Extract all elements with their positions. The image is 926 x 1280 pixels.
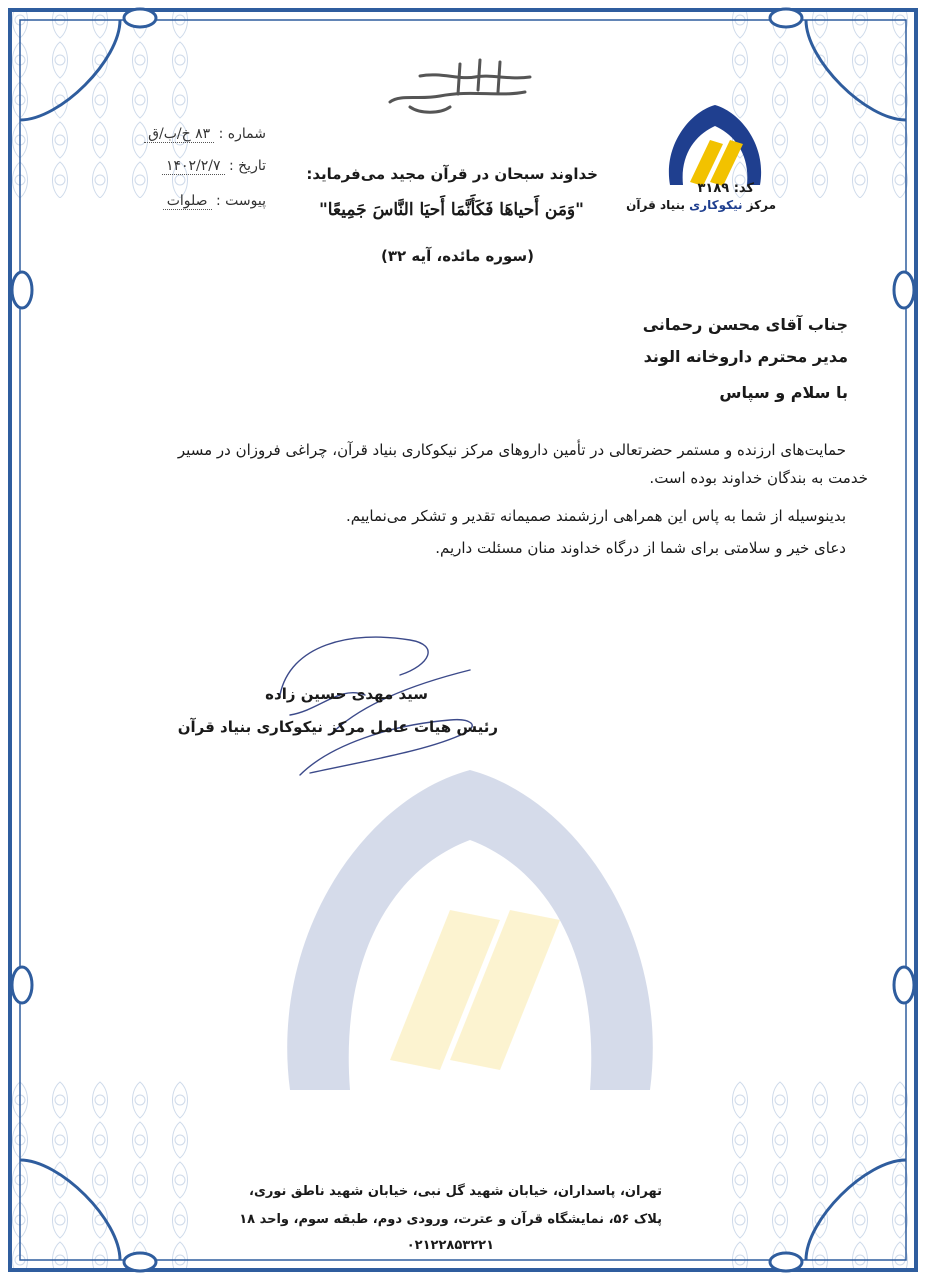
meta-attachment-value: صلوات: [163, 193, 212, 210]
footer-address-2: پلاک ۵۶، نمایشگاه قرآن و عترت، ورودی دوم، طبقه سوم، واحد ۱۸: [239, 1212, 662, 1227]
logo-org-suffix: بنیاد قرآن: [626, 198, 685, 212]
body-line-4: دعای خیر و سلامتی برای شما از درگاه خداوند منان مسئلت داریم.: [435, 539, 846, 557]
recipient-title: مدیر محترم داروخانه الوند: [643, 347, 848, 366]
logo-code: کد: ۳۱۸۹: [697, 181, 754, 196]
signatory-position: رئیس هیات عامل مرکز نیکوکاری بنیاد قرآن: [177, 718, 498, 736]
meta-date-label: تاریخ :: [228, 158, 266, 174]
meta-attachment: [163, 193, 266, 209]
meta-number: [144, 126, 266, 142]
body-line-2: خدمت به بندگان خداوند بوده است.: [649, 469, 868, 487]
verse-intro: خداوند سبحان در قرآن مجید می‌فرماید:: [306, 165, 598, 183]
footer-address-1: تهران، پاسداران، خیابان شهید گل نبی، خیابان شهید ناطق نوری،: [249, 1184, 662, 1199]
logo-org-prefix: مرکز: [746, 198, 776, 212]
meta-number-label: شماره :: [218, 126, 266, 142]
meta-attachment-label: پیوست :: [216, 193, 266, 209]
basmala-calligraphy: [380, 52, 540, 122]
verse-text: "وَمَن أَحياهَا فَکَأَنَّمَا أَحیَا النَّاسَ جَمِیعًا": [318, 200, 584, 220]
body-line-3: بدینوسیله از شما به پاس این همراهی ارزشمند صمیمانه تقدیر و تشکر می‌نماییم.: [345, 507, 846, 525]
recipient-name: جناب آقای محسن رحمانی: [642, 315, 848, 334]
logo-org-highlight: نیکوکاری: [689, 198, 743, 212]
watermark-logo: [250, 760, 690, 1100]
logo-org-name: [626, 198, 776, 212]
meta-date-value: ۱۴۰۲/۲/۷: [162, 158, 225, 175]
signatory-name: سید مهدی حسین زاده: [265, 685, 428, 703]
greeting: با سلام و سپاس: [719, 383, 848, 402]
footer-phone: ۰۲۱۲۲۸۵۳۲۲۱: [406, 1238, 494, 1253]
verse-reference: (سوره مائده، آیه ۳۲): [381, 247, 534, 265]
handwritten-signature: [270, 625, 490, 785]
meta-date: [162, 158, 266, 174]
body-line-1: حمایت‌های ارزنده و مستمر حضرتعالی در تأمین داروهای مرکز نیکوکاری بنیاد قرآن، چراغی فروزان در مسیر: [177, 441, 846, 459]
meta-number-value: ۸۳ خ/ب/ق: [144, 126, 214, 143]
